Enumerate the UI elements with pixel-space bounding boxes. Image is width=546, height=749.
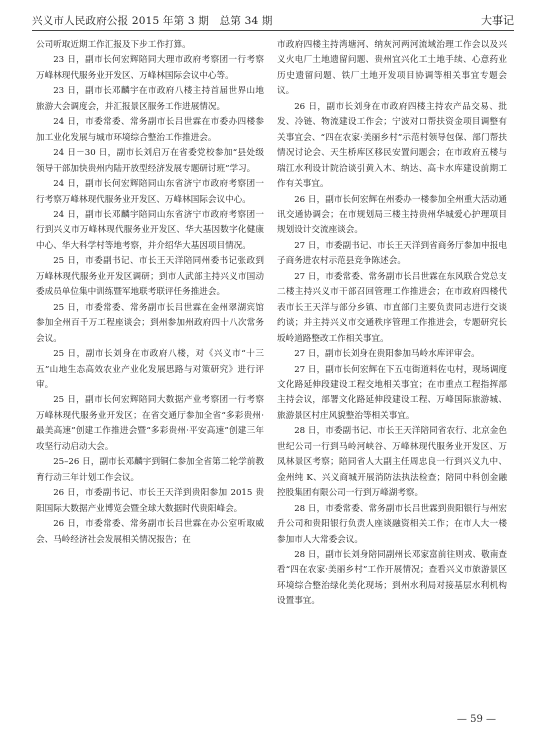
- paragraph: 28 日，市委常委、常务副市长吕世霖到贵阳银行与州宏升公司和贵阳银行负责人座谈融资相关工作；在市人大一楼参加市人大常委会议。: [277, 503, 507, 545]
- paragraph: 25–26 日，副市长邓麟宇到铜仁参加全省第二轮学前教育行动三年计划工作会议。: [36, 457, 264, 483]
- paragraph: 28 日，副市长刘身陪同副州长邓家富前往则戎、敬南查看“四在农家·美丽乡村”工作开展情况；查看兴义市旅游景区环境综合整治绿化美化现场；到州水利局对接基层水利机构设置事宜。: [277, 549, 507, 607]
- paragraph: 27 日，副市长刘身在贵阳参加马岭水库评审会。: [294, 349, 480, 360]
- paragraph: 25 日，市委常委、常务副市长吕世霖在金州翠湖宾馆参加全州百千万工程座谈会；到州参加州政府四十八次常务会议。: [36, 302, 264, 344]
- paragraph: 24 日，副市长邓麟宇陪同山东省济宁市政府考察团一行到兴义市万峰林现代服务业开发区、华大基因数字化健康中心、华大科学村等地考察，并介绍华大基因项目情况。: [36, 209, 264, 251]
- paragraph: 25 日，市委副书记、市长王天洋陪同州委书记张政到万峰林现代服务业开发区调研；到市人武部主持兴义市国动委成员单位集中训练暨军地联考联评任务推进会。: [36, 256, 264, 298]
- paragraph: 27 日，副市长何宏辉在下五屯街道料佐屯村，现场调度文化路延伸段建设工程交地相关事宜；在市重点工程指挥部主持会议，部署文化路延伸段建设工程、万峰国际旅游城、旅游景区村庄风貌整治等相关事宜。: [277, 364, 507, 421]
- paragraph: 25 日，副市长何宏辉陪同大数据产业考察团一行考察万峰林现代服务业开发区；在省交通厅参加全省“多彩贵州·最美高速”创建工作推进会暨“多彩贵州·平安高速”创建三年攻坚行动启动大会。: [36, 395, 264, 452]
- paragraph: 27 日，市委副书记、市长王天洋到省商务厅参加申报电子商务进农村示范县竞争陈述会。: [277, 240, 507, 267]
- paragraph: 26 日，副市长何宏辉在州委办一楼参加全州重大活动通讯交通协调会；在市规划局三楼主持贵州华城爱心护理项目规划设计交流座谈会。: [277, 194, 507, 236]
- paragraph: 23 日，副市长何宏辉陪同大理市政府考察团一行考察万峰林现代服务业开发区、万峰林国际会议中心等。: [36, 55, 264, 81]
- paragraph: 24 日－30 日，副市长刘启万在省委党校参加“县处级领导干部加快贵州内陆开放型经济发展专题研讨班”学习。: [36, 148, 264, 174]
- page-number: — 59 —: [456, 714, 496, 725]
- paragraph: 26 日，副市长刘身在市政府四楼主持农产品交易、批发、冷链、物流建设工作会；宁波对口帮扶资金项目调整有关事宜会、“四在农家·美丽乡村”示范村领导包保、部门帮扶情况讨论会、天生桥库区移民安置问题会；在市政府五楼与瑞江水利设计院洽谈引黄入木、纳达、高卡水库建设前期工作有关事宜。: [277, 101, 507, 190]
- page-header: [32, 12, 514, 31]
- left-column: [36, 38, 264, 548]
- paragraph: 26 日，市委常委、常务副市长吕世霖在办公室听取威会、马岭经济社会发展相关情况报告；在: [36, 519, 264, 545]
- paragraph: 26 日，市委副书记、市长王天洋到贵阳参加 2015 贵阳国际大数据产业博览会暨全球大数据时代贵阳峰会。: [36, 488, 264, 514]
- publication-title: 兴义市人民政府公报 2015 年第 3 期 总第 34 期: [32, 15, 273, 27]
- right-column: [277, 38, 507, 610]
- paragraph: 27 日，市委常委、常务副市长吕世霖在东风联合党总支二楼主持兴义市干部召回管理工作推进会；在市政府四楼代表市长王天洋与部分乡镇、市直部门主要负责同志进行交谈约谈；并主持兴义市交通秩序管理工作推进会，专题研究长坂岭道路整改工作相关事宜。: [277, 271, 507, 344]
- section-title: 大事记: [481, 14, 514, 27]
- paragraph: 24 日，市委常委、常务副市长吕世霖在市委办四楼参加工业化发展与城市环境综合整治工作推进会。: [36, 117, 264, 143]
- paragraph: 公司听取近期工作汇报及下步工作打算。: [36, 40, 191, 50]
- paragraph: 23 日，副市长邓麟宇在市政府八楼主持首届世界山地旅游大会调度会，并汇报景区服务工作进展情况。: [36, 86, 264, 112]
- paragraph: 市政府四楼主持湾塘河、纳灰河两河流域治理工作会以及兴义火电厂土地遗留问题、贵州宜兴化工土地手续、心意药业历史遗留问题、铁厂土地开发项目协调等相关事宜专题会议。: [277, 40, 507, 97]
- paragraph: 28 日，市委副书记、市长王天洋陪同省农行、北京金色世纪公司一行到马岭河峡谷、万峰林现代服务业开发区、万凤林景区考察；陪同省人大副主任周忠良一行到兴义九中、金州纯 K、兴义商城开展消防法执法检查；陪同中科创金融控股集团有限公司一行到万峰湖考察。: [277, 426, 507, 499]
- paragraph: 24 日，副市长何宏辉陪同山东省济宁市政府考察团一行考察万峰林现代服务业开发区、万峰林国际会议中心。: [36, 179, 264, 205]
- paragraph: 25 日，副市长刘身在市政府八楼，对《兴义市“十三五”山地生态高效农业产业化发展思路与对策研究》进行评审。: [36, 349, 264, 390]
